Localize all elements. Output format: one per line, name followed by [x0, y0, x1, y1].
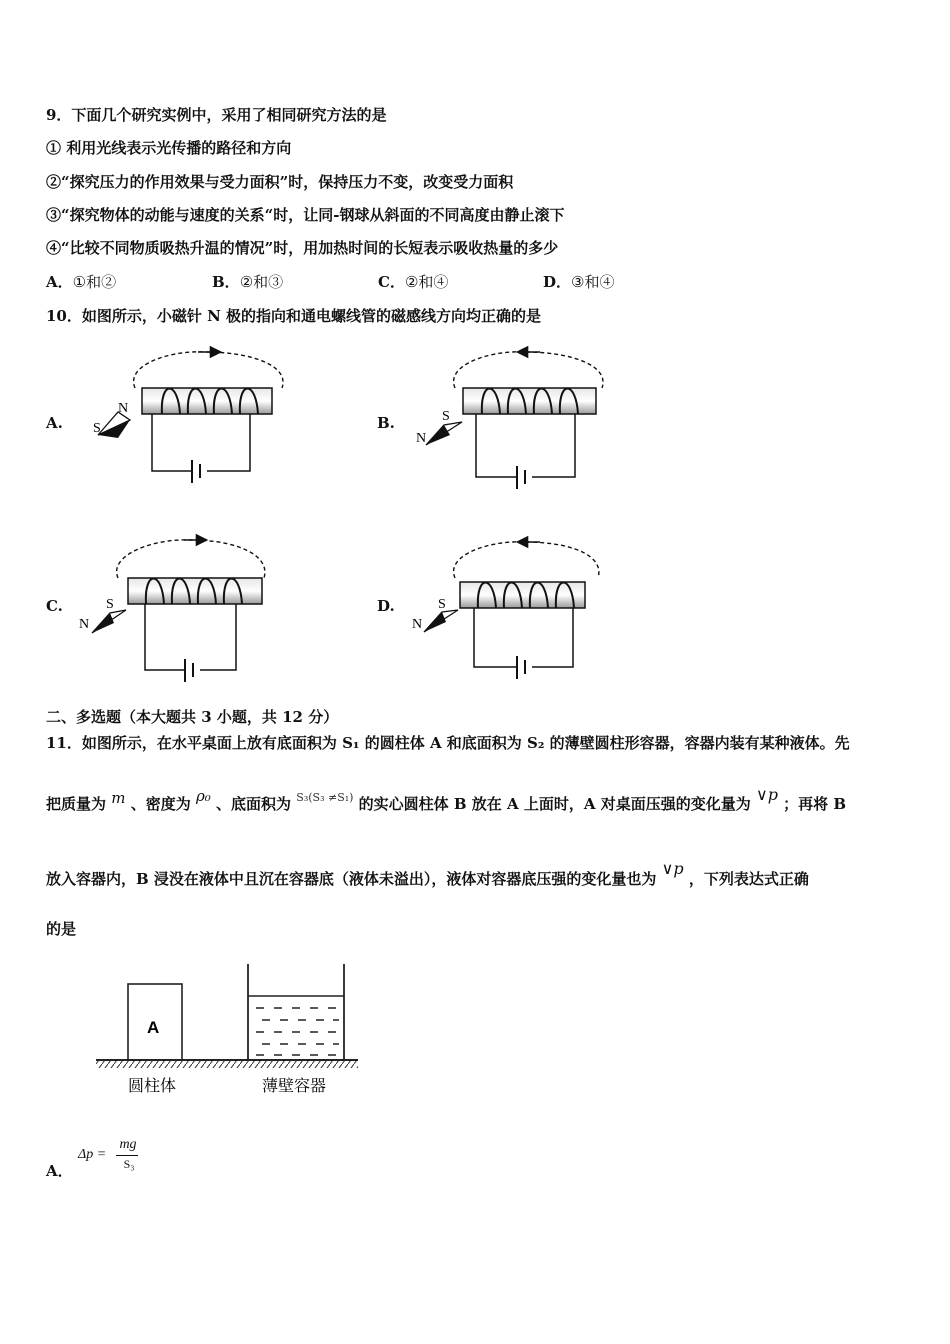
- q11-line-4: 的是: [46, 920, 77, 938]
- q11-line-3: 放入容器内，B 浸没在液体中且沉在容器底（液体未溢出），液体对容器底压强的变化量也为 ∨p ，下列表达式正确: [46, 859, 809, 888]
- q9-item-4: ④“比较不同物质吸热升温的情况”时，用加热时间的长短表示吸收热量的多少: [46, 239, 559, 257]
- q9-stem: 9．下面几个研究实例中，采用了相同研究方法的是: [46, 106, 387, 124]
- liquid-pattern: [256, 1008, 339, 1055]
- q9-item-2: ②“探究压力的作用效果与受力面积”时，保持压力不变，改变受力面积: [46, 173, 514, 191]
- q9-option-c[interactable]: C．②和④: [378, 273, 449, 291]
- q11-figure: [96, 960, 366, 1100]
- q10-figure-b: [410, 340, 630, 480]
- q9-option-a[interactable]: A．①和②: [46, 273, 117, 291]
- needle-s-label: S: [442, 409, 450, 424]
- q10-stem: 10．如图所示，小磁针 N 极的指向和通电螺线管的磁感线方向均正确的是: [46, 307, 542, 325]
- q9-option-b[interactable]: B．②和③: [212, 273, 284, 291]
- container-caption: 薄壁容器: [262, 1076, 327, 1095]
- needle-s-label: S: [106, 597, 114, 612]
- mass-symbol: m: [111, 789, 126, 807]
- needle-n-label: N: [416, 431, 427, 446]
- q11-option-a-label[interactable]: A．: [46, 1162, 73, 1180]
- needle-n-label: N: [79, 617, 90, 632]
- needle-n-label: N: [118, 401, 129, 416]
- q9-option-d[interactable]: D．③和④: [543, 273, 615, 291]
- section-title: 二、多选题（本大题共 3 小题，共 12 分）: [46, 708, 339, 726]
- q10-option-c-label[interactable]: C.: [46, 597, 63, 615]
- cylinder-a-label: A: [147, 1018, 160, 1037]
- area-s3-symbol: S₃(S₃ ≠S₁): [296, 791, 354, 804]
- q10-option-d-label[interactable]: D.: [377, 597, 395, 615]
- q9-item-3: ③“探究物体的动能与速度的关系“时，让同-钢球从斜面的不同高度由静止滚下: [46, 206, 565, 224]
- q10-figure-c: [76, 530, 286, 680]
- delta-p-symbol: ∨p: [755, 785, 778, 804]
- density-symbol: ρ₀: [195, 787, 211, 805]
- q11-line-2: 把质量为 m 、密度为 ρ₀ 、底面积为 $^{S_3(S_3 \ne S_1)}$ 的实心圆柱体 B 放在 A 上面时，A 对桌面压强的变化量为 ∨p ；再将 B: [46, 785, 847, 813]
- q10-figure-d: [410, 530, 630, 680]
- q10-figure-a: [90, 340, 290, 480]
- fraction-bar: [116, 1155, 138, 1156]
- thin-container: [248, 964, 344, 1060]
- q11-line-1: 11．如图所示，在水平桌面上放有底面积为 S₁ 的圆柱体 A 和底面积为 S₂ 的薄壁圆柱形容器，容器内装有某种液体。先: [46, 734, 850, 752]
- q10-option-b-label[interactable]: B.: [377, 414, 395, 432]
- q10-option-a-label[interactable]: A.: [46, 414, 63, 432]
- delta-p-symbol: ∨p: [661, 859, 684, 878]
- q9-item-1: ① 利用光线表示光传播的路径和方向: [46, 139, 292, 157]
- cylinder-caption: 圆柱体: [128, 1076, 177, 1095]
- needle-n-label: N: [412, 617, 423, 632]
- needle-s-label: S: [93, 421, 101, 436]
- needle-s-label: S: [438, 597, 446, 612]
